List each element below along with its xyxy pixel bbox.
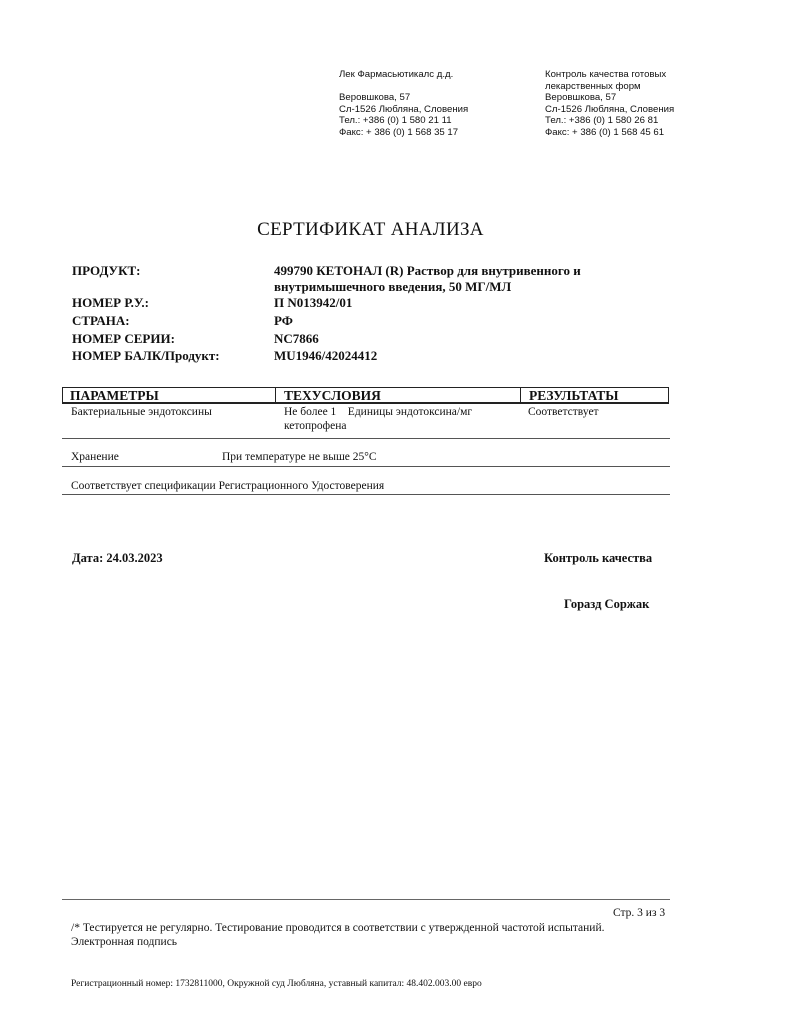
row-divider xyxy=(62,438,670,439)
country-value: РФ xyxy=(274,313,293,328)
product-value-line1: 499790 КЕТОНАЛ (R) Раствор для внутривенного и xyxy=(274,263,581,278)
row1-parameter: Бактериальные эндотоксины xyxy=(71,406,212,418)
header-divider-1 xyxy=(275,388,276,402)
footer-note-line2: Электронная подпись xyxy=(71,936,178,948)
series-value: NC7866 xyxy=(274,331,319,346)
qc-role: Контроль качества xyxy=(544,551,653,565)
company-street: Веровшкова, 57 xyxy=(339,92,411,103)
bulk-value: MU1946/42024412 xyxy=(274,348,378,363)
qc-address-block xyxy=(545,69,674,138)
qc-name-line2: лекарственных форм xyxy=(545,80,641,92)
document-title: СЕРТИФИКАТ АНАЛИЗА xyxy=(257,219,484,240)
row1-spec-line2: кетопрофена xyxy=(284,420,347,432)
row1-spec xyxy=(284,405,472,433)
table-header xyxy=(62,387,669,404)
row1-result: Соответствует xyxy=(528,406,599,418)
company-fax: Факс: + 386 (0) 1 568 35 17 xyxy=(339,126,459,138)
country-label: СТРАНА: xyxy=(72,313,130,328)
product-value xyxy=(274,263,581,295)
company-city: Сл-1526 Любляна, Словения xyxy=(339,103,469,115)
signatory-name: Горазд Соржак xyxy=(564,597,650,611)
storage-value: При температуре не выше 25°C xyxy=(222,451,377,463)
product-label: ПРОДУКТ: xyxy=(72,263,141,278)
qc-phone: Тел.: +386 (0) 1 580 26 81 xyxy=(545,115,659,126)
series-label: НОМЕР СЕРИИ: xyxy=(72,331,175,346)
qc-city: Сл-1526 Любляна, Словения xyxy=(545,103,675,115)
storage-label: Хранение xyxy=(71,451,119,463)
qc-street: Веровшкова, 57 xyxy=(545,92,617,103)
company-address-block xyxy=(339,69,468,138)
header-spec: ТЕХУСЛОВИЯ xyxy=(284,388,381,403)
storage-divider xyxy=(62,466,670,467)
issue-date: Дата: 24.03.2023 xyxy=(72,551,163,565)
qc-name-line1: Контроль качества готовых xyxy=(545,69,667,80)
page-number: Стр. 3 из 3 xyxy=(613,907,666,919)
ru-label: НОМЕР Р.У.: xyxy=(72,295,149,310)
compliance-statement: Соответствует спецификации Регистрационного Удостоверения xyxy=(71,480,385,492)
header-results: РЕЗУЛЬТАТЫ xyxy=(529,388,619,403)
footer-note-line1: /* Тестируется не регулярно. Тестирование проводится в соответствии с утвержденной частотой испытаний. xyxy=(71,922,605,934)
ru-value: П N013942/01 xyxy=(274,295,353,310)
product-value-line2: внутримышечного введения, 50 МГ/МЛ xyxy=(274,279,512,294)
registration-info: Регистрационный номер: 1732811000, Окружной суд Любляна, уставный капитал: 48.402.003.00 евро xyxy=(71,979,482,989)
header-parameters: ПАРАМЕТРЫ xyxy=(70,388,159,403)
company-name: Лек Фармасьютикалс д.д. xyxy=(339,69,454,80)
company-phone: Тел.: +386 (0) 1 580 21 11 xyxy=(339,115,452,126)
footer-divider xyxy=(62,899,670,900)
compliance-divider xyxy=(62,494,670,495)
row1-spec-line1: Не более 1 Единицы эндотоксина/мг xyxy=(284,406,473,418)
header-divider-2 xyxy=(520,388,521,402)
qc-fax: Факс: + 386 (0) 1 568 45 61 xyxy=(545,126,665,138)
bulk-label: НОМЕР БАЛК/Продукт: xyxy=(72,348,220,363)
